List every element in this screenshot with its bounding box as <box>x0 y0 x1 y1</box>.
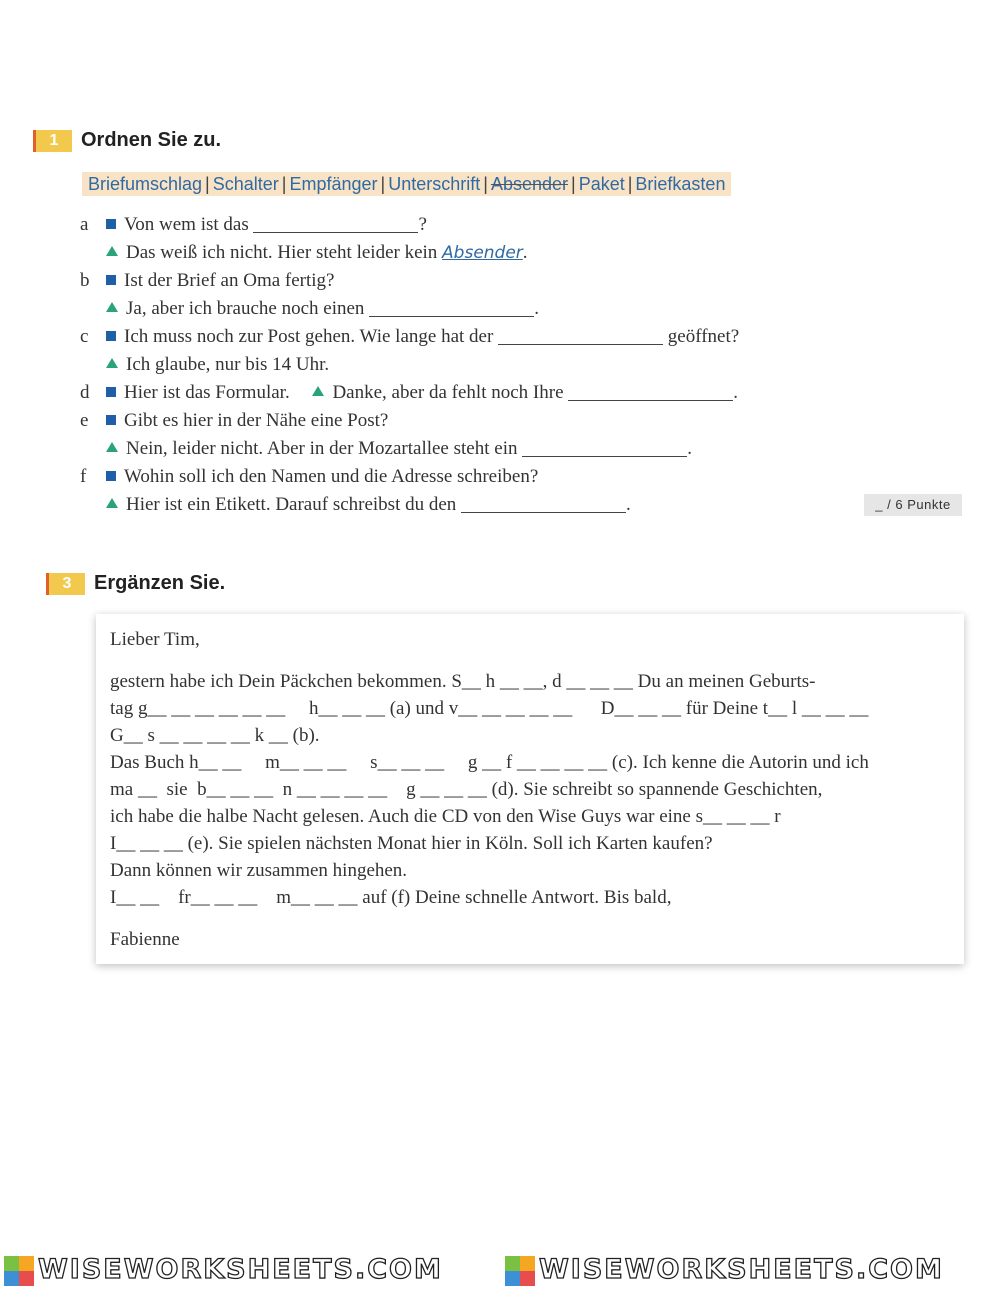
question-text: Ist der Brief an Oma fertig? <box>124 270 335 291</box>
answer-row <box>80 240 528 266</box>
answer-text: Nein, leider nicht. Aber in der Mozartallee steht ein <box>126 438 518 459</box>
answer-end: . <box>534 298 539 319</box>
answer-end: . <box>733 382 739 403</box>
question-row <box>80 268 335 294</box>
triangle-bullet-icon <box>106 498 118 508</box>
answer-text: Ja, aber ich brauche noch einen <box>126 298 365 319</box>
answer-row <box>80 352 329 378</box>
word-bank-item: Briefumschlag <box>88 174 203 194</box>
letter-line: Dann können wir zusammen hingehen. <box>110 860 408 881</box>
square-bullet-icon <box>106 387 116 397</box>
triangle-bullet-icon <box>106 442 118 452</box>
question-row <box>80 464 538 490</box>
answer-end: . <box>626 494 631 515</box>
letter-line[interactable]: I__ __ fr__ __ __ m__ __ __ auf (f) Deine schnelle Antwort. Bis bald, <box>110 887 672 908</box>
letter-line[interactable]: G__ s __ __ __ __ k __ (b). <box>110 725 320 746</box>
square-bullet-icon <box>106 331 116 341</box>
brand-logo-icon <box>4 1256 34 1286</box>
triangle-bullet-icon <box>106 302 118 312</box>
answer-end: . <box>522 242 528 263</box>
brand-text: WISEWORKSHEETS.COM <box>539 1254 944 1285</box>
word-bank-item: Empfänger <box>289 174 378 194</box>
triangle-bullet-icon <box>106 358 118 368</box>
question-row <box>80 324 739 350</box>
item-letter: b <box>80 270 90 291</box>
answer-text: Das weiß ich nicht. Hier steht leider kein <box>126 242 438 263</box>
answer-text: Danke, aber da fehlt noch Ihre <box>332 382 564 403</box>
word-bank-item-used: Absender <box>490 174 568 194</box>
answer-blank[interactable] <box>568 382 733 401</box>
question-row <box>80 408 388 434</box>
letter-greeting: Lieber Tim, <box>110 629 200 650</box>
points-badge: _ / 6 Punkte <box>864 494 962 516</box>
letter-signature: Fabienne <box>110 929 180 950</box>
exercise-1-title: Ordnen Sie zu. <box>81 129 222 151</box>
letter-line[interactable]: ich habe die halbe Nacht gelesen. Auch die CD von den Wise Guys war eine s__ __ __ r <box>110 806 781 827</box>
square-bullet-icon <box>106 275 116 285</box>
letter-box <box>96 614 964 964</box>
square-bullet-icon <box>106 219 116 229</box>
answer-blank[interactable] <box>522 438 687 457</box>
question-end: ? <box>418 214 427 235</box>
answer-row <box>80 436 692 462</box>
triangle-bullet-icon <box>106 246 118 256</box>
question-text: Von wem ist das <box>124 214 249 235</box>
item-letter: e <box>80 410 89 431</box>
square-bullet-icon <box>106 471 116 481</box>
item-letter: d <box>80 382 90 403</box>
answer-blank[interactable] <box>498 326 663 345</box>
answer-row <box>80 492 631 518</box>
question-end: geöffnet? <box>667 326 740 347</box>
item-letter: c <box>80 326 89 347</box>
word-bank: Briefumschlag | Schalter | Empfänger | Unterschrift | Absender | Paket | Briefkasten <box>82 172 731 196</box>
word-bank-item: Unterschrift <box>388 174 481 194</box>
square-bullet-icon <box>106 415 116 425</box>
triangle-bullet-icon <box>312 386 324 396</box>
exercise-3-title: Ergänzen Sie. <box>94 572 226 594</box>
word-bank-item: Paket <box>578 174 625 194</box>
filled-answer[interactable]: Absender <box>442 243 523 263</box>
letter-line[interactable]: I__ __ __ (e). Sie spielen nächsten Monat hier in Köln. Soll ich Karten kaufen? <box>110 833 713 854</box>
word-bank-item: Briefkasten <box>635 174 726 194</box>
question-text: Hier ist das Formular. <box>124 382 290 403</box>
answer-blank[interactable] <box>461 494 626 513</box>
letter-line[interactable]: Das Buch h__ __ m__ __ __ s__ __ __ g __ f __ __ __ __ (c). Ich kenne die Autorin und ich <box>110 752 869 773</box>
exercise-number-badge: 3 <box>46 573 85 595</box>
brand-logo-icon <box>505 1256 535 1286</box>
answer-blank[interactable] <box>369 298 534 317</box>
item-letter: f <box>80 466 87 487</box>
answer-end: . <box>687 438 692 459</box>
answer-text: Hier ist ein Etikett. Darauf schreibst du den <box>126 494 457 515</box>
footer-watermark <box>0 1254 1000 1288</box>
answer-text: Ich glaube, nur bis 14 Uhr. <box>126 354 330 375</box>
answer-blank[interactable] <box>253 214 418 233</box>
letter-line[interactable]: ma __ sie b__ __ __ n __ __ __ __ g __ __ __ (d). Sie schreibt so spannende Geschichten, <box>110 779 823 800</box>
answer-row <box>80 296 539 322</box>
question-text: Wohin soll ich den Namen und die Adresse schreiben? <box>124 466 539 487</box>
question-text: Gibt es hier in der Nähe eine Post? <box>124 410 389 431</box>
letter-line[interactable]: gestern habe ich Dein Päckchen bekommen. S__ h __ __, d __ __ __ Du an meinen Geburts- <box>110 671 816 692</box>
question-row <box>80 212 427 238</box>
question-row <box>80 380 738 406</box>
exercise-number-badge: 1 <box>33 130 72 152</box>
word-bank-item: Schalter <box>212 174 279 194</box>
item-letter: a <box>80 214 89 235</box>
brand-text: WISEWORKSHEETS.COM <box>38 1254 443 1285</box>
letter-line[interactable]: tag g__ __ __ __ __ __ h__ __ __ (a) und v__ __ __ __ __ D__ __ __ für Deine t__ l __ __ __ <box>110 698 869 719</box>
question-text: Ich muss noch zur Post gehen. Wie lange hat der <box>124 326 494 347</box>
